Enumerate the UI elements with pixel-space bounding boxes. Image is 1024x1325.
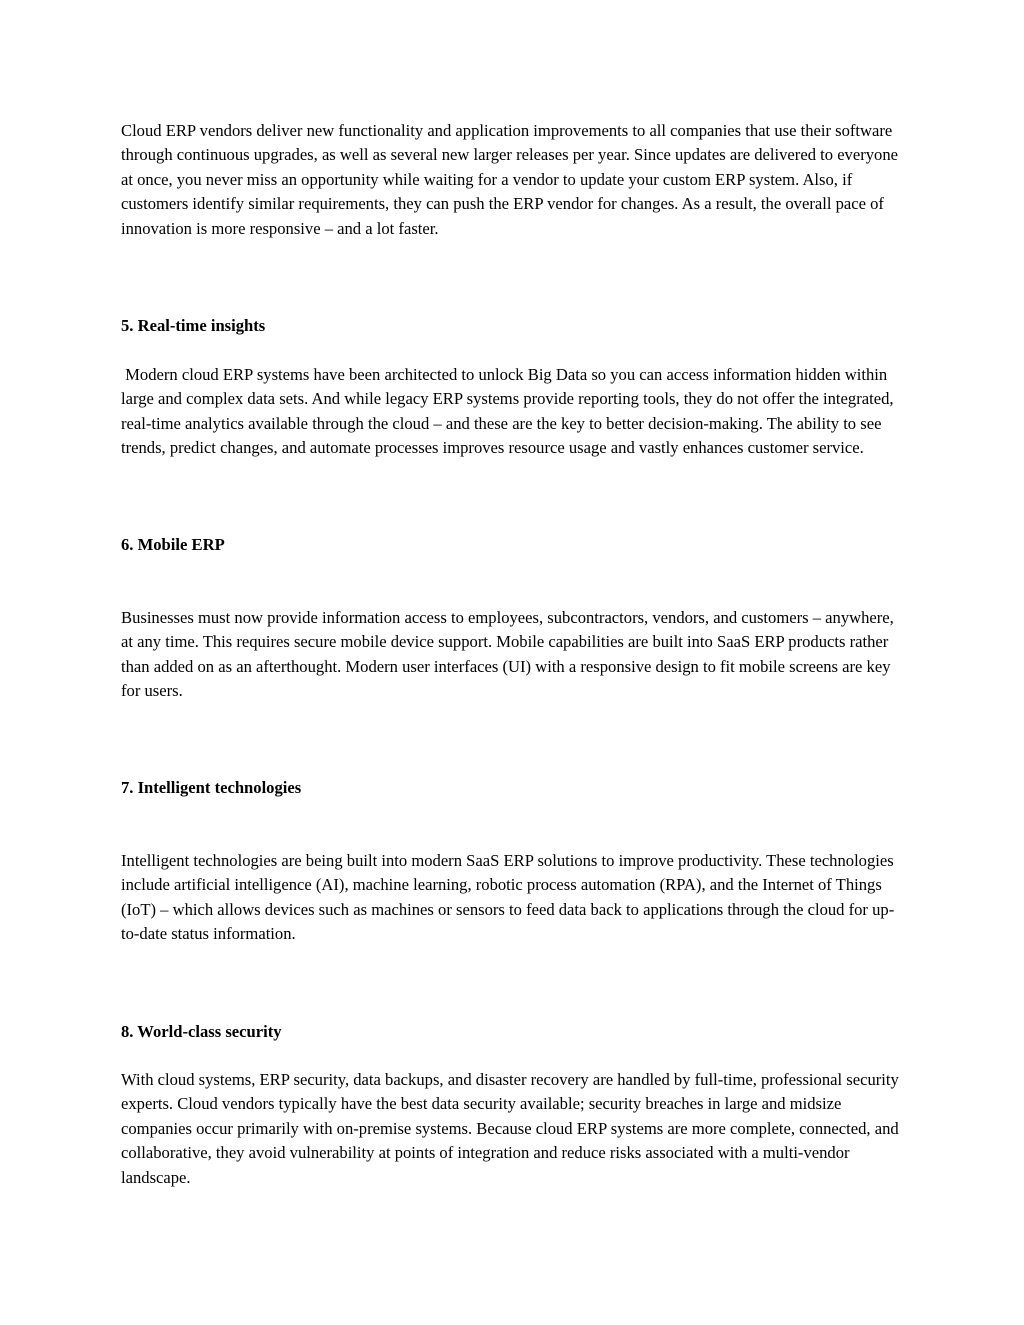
section-5-heading-block (121, 314, 906, 338)
section-5-body-block (121, 363, 906, 461)
section-body-real-time-insights: Modern cloud ERP systems have been architected to unlock Big Data so you can access information hidden within large and complex data sets. And while legacy ERP systems provide reporting tools, they do not offer the integrated, real-time analytics available through the cloud – and these are the key to better decision-making. The ability to see trends, predict changes, and automate processes improves resource usage and vastly enhances customer service. (121, 365, 898, 458)
section-8-body-block (121, 1068, 906, 1190)
section-heading-intelligent-technologies: 7. Intelligent technologies (121, 778, 302, 797)
section-body-intelligent-technologies: Intelligent technologies are being built into modern SaaS ERP solutions to improve productivity. These technologies include artificial intelligence (AI), machine learning, robotic process automation (RPA), and the Internet of Things (IoT) – which allows devices such as machines or sensors to feed data back to applications through the cloud for up-to-date status information. (121, 851, 895, 944)
section-heading-world-class-security: 8. World-class security (121, 1022, 282, 1041)
section-heading-real-time-insights: 5. Real-time insights (121, 316, 266, 335)
section-body-mobile-erp: Businesses must now provide information access to employees, subcontractors, vendors, and customers – anywhere, at any time. This requires secure mobile device support. Mobile capabilities are built into SaaS ERP products rather than added on as an afterthought. Modern user interfaces (UI) with a responsive design to fit mobile screens are key for users. (121, 608, 894, 701)
section-6-heading-block (121, 533, 906, 557)
intro-paragraph: Cloud ERP vendors deliver new functionality and application improvements to all companies that use their software through continuous upgrades, as well as several new larger releases per year. Since updates are delivered to everyone at once, you never miss an opportunity while waiting for a vendor to update your custom ERP system. Also, if customers identify similar requirements, they can push the ERP vendor for changes. As a result, the overall pace of innovation is more responsive – and a lot faster. (121, 121, 903, 238)
section-6-body-block (121, 606, 906, 704)
section-7-heading-block (121, 776, 906, 800)
section-body-world-class-security: With cloud systems, ERP security, data backups, and disaster recovery are handled by full-time, professional security experts. Cloud vendors typically have the best data security available; security breaches in large and midsize companies occur primarily with on-premise systems. Because cloud ERP systems are more complete, connected, and collaborative, they avoid vulnerability at points of integration and reduce risks associated with a multi-vendor landscape. (121, 1070, 899, 1187)
intro-block (121, 119, 906, 241)
section-7-body-block (121, 849, 906, 947)
section-heading-mobile-erp: 6. Mobile ERP (121, 535, 225, 554)
section-8-heading-block (121, 1020, 906, 1044)
